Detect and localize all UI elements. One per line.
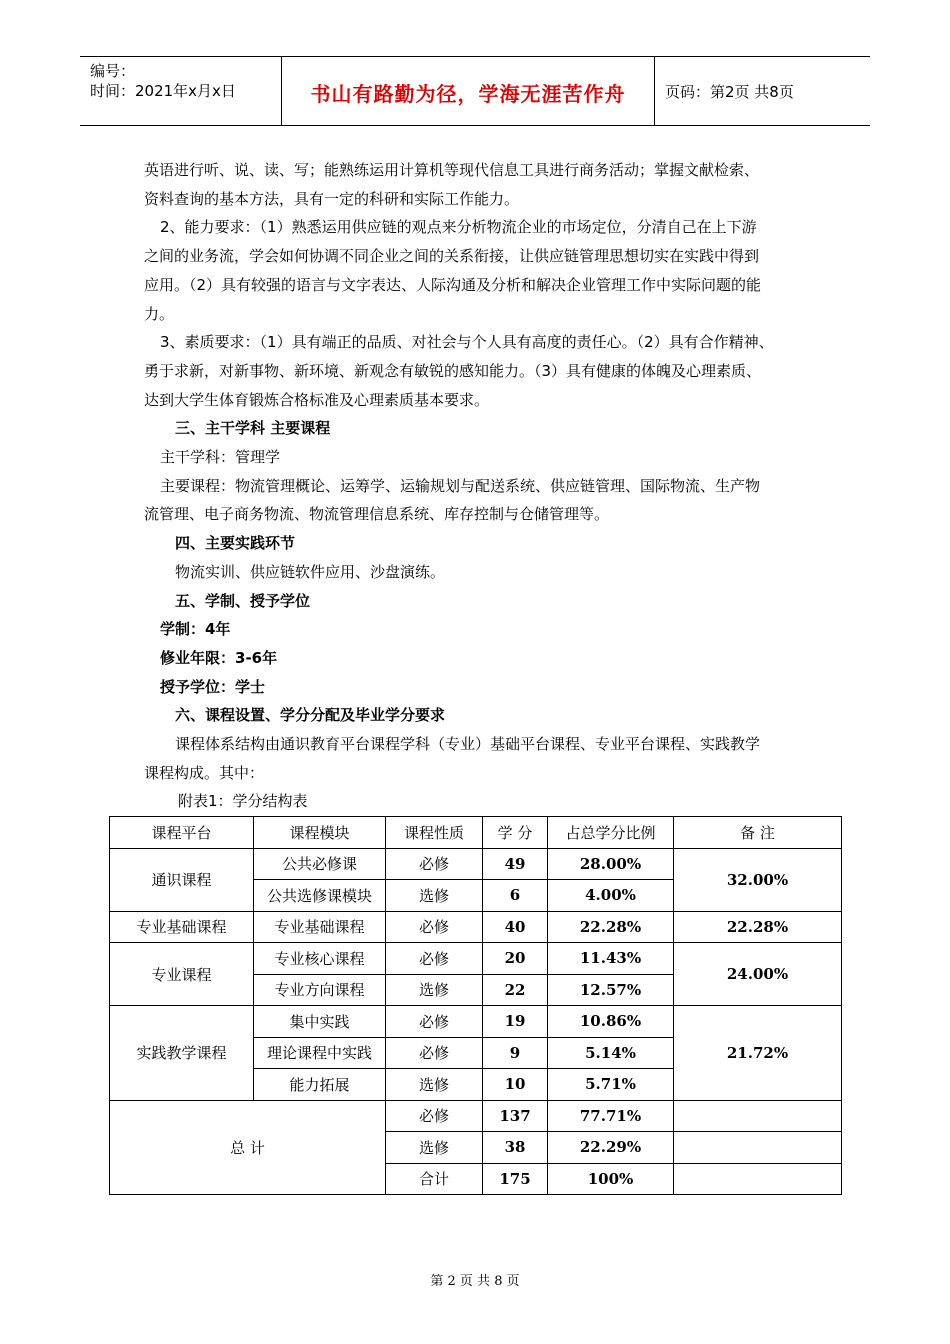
time-label: 时间：2021年x月x日 [90,82,236,100]
module-cell: 公共必修课 [254,848,386,880]
type-cell: 必修 [386,1006,483,1038]
header-motto: 书山有路勤为径，学海无涯苦作舟 [310,82,626,106]
table-row [110,943,842,975]
ratio-cell: 5.14% [548,1037,674,1069]
credit-cell: 6 [483,880,548,912]
ratio-cell: 12.57% [548,974,674,1006]
header-meta [90,61,236,101]
table-row [110,848,842,880]
credit-cell: 10 [483,1069,548,1101]
type-cell: 选修 [386,974,483,1006]
header-cell: 课程平台 [110,817,254,849]
paragraph-line: 主要课程：物流管理概论、运筹学、运输规划与配送系统、供应链管理、国际物流、生产物 [160,476,761,495]
quality-requirement-line: 3、素质要求：（1）具有端正的品质、对社会与个人具有高度的责任心。（2）具有合作精神、 [160,333,774,352]
module-cell: 能力拓展 [254,1069,386,1101]
remark-cell: 22.28% [674,911,842,943]
paragraph-line: 英语进行听、说、读、写；能熟练运用计算机等现代信息工具进行商务活动；掌握文献检索、 [144,161,760,179]
platform-cell: 通识课程 [110,848,254,911]
ratio-cell: 5.71% [548,1069,674,1101]
paragraph-line: 课程构成。其中： [144,763,265,782]
type-cell: 必修 [386,911,483,943]
ratio-cell: 10.86% [548,1006,674,1038]
remark-cell [674,1132,842,1164]
module-cell: 专业方向课程 [254,974,386,1006]
ratio-cell: 11.43% [548,943,674,975]
header-cell: 占总学分比例 [548,817,674,849]
type-cell: 选修 [386,1069,483,1101]
module-cell: 专业基础课程 [254,911,386,943]
page-info: 页码：第2页 共8页 [665,83,794,101]
table-header-row [110,817,842,849]
paragraph-line: 应用。（2）具有较强的语言与文字表达、人际沟通及分析和解决企业管理工作中实际问题的能 [144,275,762,294]
paragraph-line: 达到大学生体育锻炼合格标准及心理素质基本要求。 [144,390,490,409]
platform-cell: 专业课程 [110,943,254,1006]
section-heading-5: 五、学制、授予学位 [175,591,311,610]
remark-cell: 21.72% [674,1006,842,1101]
credit-cell: 19 [483,1006,548,1038]
paragraph-line: 物流实训、供应链软件应用、沙盘演练。 [175,562,446,581]
paragraph-line: 授予学位：学士 [160,677,266,696]
credit-cell: 9 [483,1037,548,1069]
paragraph-line: 力。 [144,304,175,323]
header-cell: 课程模块 [254,817,386,849]
credit-cell: 40 [483,911,548,943]
module-cell: 专业核心课程 [254,943,386,975]
paragraph-line: 修业年限：3-6年 [160,648,278,667]
section-heading-6: 六、课程设置、学分分配及毕业学分要求 [175,706,446,725]
paragraph-line: 课程体系结构由通识教育平台课程学科（专业）基础平台课程、专业平台课程、实践教学 [175,735,761,754]
platform-cell: 专业基础课程 [110,911,254,943]
page-header [80,56,870,126]
page-footer: 第 2 页 共 8 页 [430,1274,520,1289]
module-cell: 公共选修课模块 [254,880,386,912]
header-cell: 课程性质 [386,817,483,849]
remark-cell [674,1163,842,1195]
remark-cell: 32.00% [674,848,842,911]
total-label-cell: 总 计 [110,1100,386,1195]
type-cell: 必修 [386,1100,483,1132]
paragraph-line: 主干学科：管理学 [160,448,281,467]
header-cell: 备 注 [674,817,842,849]
credit-cell: 20 [483,943,548,975]
remark-cell: 24.00% [674,943,842,1006]
table-row [110,911,842,943]
credit-structure-table [109,816,842,1195]
credit-cell: 49 [483,848,548,880]
table-row [110,1006,842,1038]
paragraph-line: 学制：4年 [160,620,231,639]
serial-label: 编号： [90,62,136,80]
type-cell: 选修 [386,1132,483,1164]
type-cell: 必修 [386,848,483,880]
type-cell: 选修 [386,880,483,912]
module-cell: 集中实践 [254,1006,386,1038]
remark-cell [674,1100,842,1132]
credit-cell: 175 [483,1163,548,1195]
header-cell: 学 分 [483,817,548,849]
ratio-cell: 4.00% [548,880,674,912]
section-heading-4: 四、主要实践环节 [175,534,296,553]
type-cell: 合计 [386,1163,483,1195]
total-row [110,1100,842,1132]
paragraph-line: 流管理、电子商务物流、物流管理信息系统、库存控制与仓储管理等。 [144,505,610,524]
ratio-cell: 28.00% [548,848,674,880]
module-cell: 理论课程中实践 [254,1037,386,1069]
paragraph-line: 之间的业务流，学会如何协调不同企业之间的关系衔接，让供应链管理思想切实在实践中得到 [144,247,760,266]
credit-cell: 22 [483,974,548,1006]
type-cell: 必修 [386,943,483,975]
ratio-cell: 22.28% [548,911,674,943]
ratio-cell: 100% [548,1163,674,1195]
document-body [144,156,824,816]
table-caption: 附表1：学分结构表 [178,792,308,811]
section-heading-3: 三、主干学科 主要课程 [175,419,331,438]
ability-requirement-line: 2、能力要求：（1）熟悉运用供应链的观点来分析物流企业的市场定位，分清自己在上下游 [160,218,757,237]
paragraph-line: 资料查询的基本方法，具有一定的科研和实际工作能力。 [144,189,520,208]
ratio-cell: 22.29% [548,1132,674,1164]
credit-cell: 38 [483,1132,548,1164]
credit-cell: 137 [483,1100,548,1132]
paragraph-line: 勇于求新，对新事物、新环境、新观念有敏锐的感知能力。（3）具有健康的体魄及心理素质、 [144,361,762,380]
platform-cell: 实践教学课程 [110,1006,254,1101]
header-divider [654,57,655,125]
type-cell: 必修 [386,1037,483,1069]
ratio-cell: 77.71% [548,1100,674,1132]
